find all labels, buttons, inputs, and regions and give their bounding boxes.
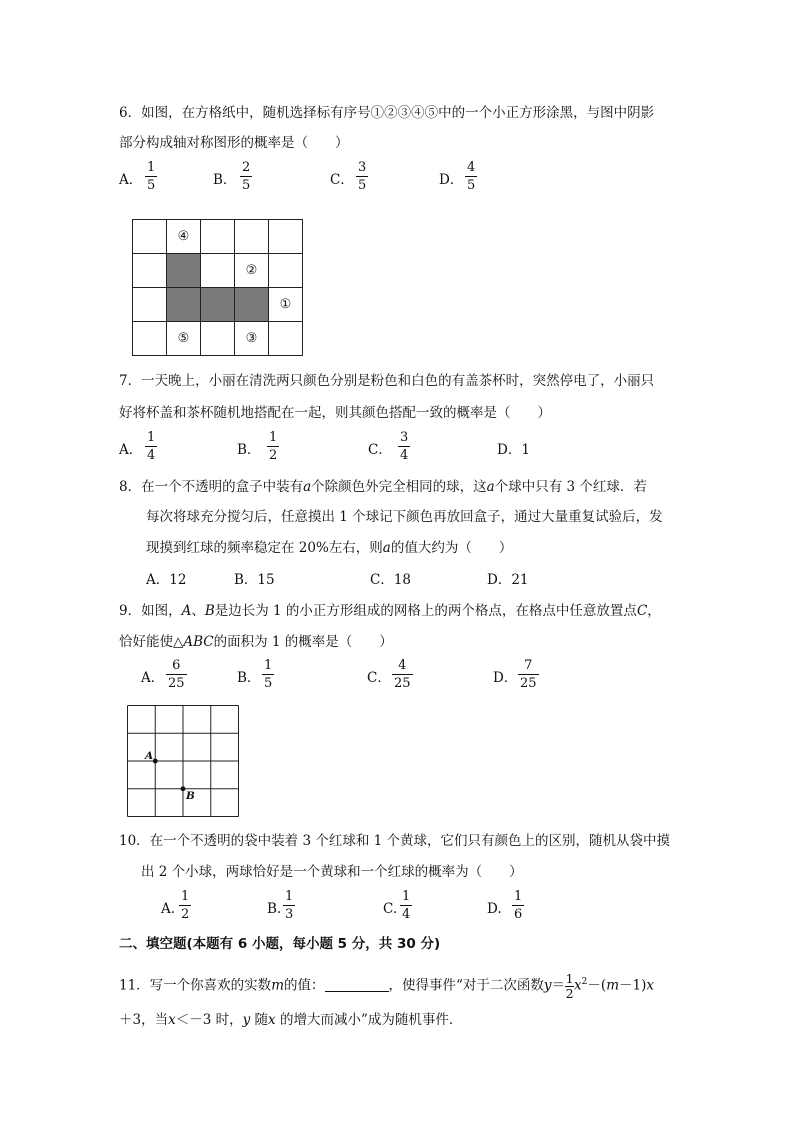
q11-text-line1 [119,962,654,1002]
q9-option-c-fraction [392,658,413,691]
grid-cell [133,322,167,356]
grid-cell-4: ④ [167,220,201,254]
q11-text-line2 [119,1010,462,1030]
point-b-dot [181,786,186,791]
numerator: 1 [285,889,294,904]
q10-option-a-label: A. [161,901,176,917]
triangle-abc-label: ABC [183,634,214,650]
point-a-text: A [145,750,154,762]
q6-option-d-label: D． [439,172,464,188]
grid-cell [235,220,269,254]
numerator: 4 [467,160,476,175]
q9-option-b-fraction [262,658,274,691]
q9-line1-part-c: ， [647,603,661,619]
q9-text-line1 [119,601,661,621]
q10-option-b-fraction [283,889,295,922]
denominator: 5 [264,676,273,691]
separator: 、 [191,603,205,619]
q6-option-b-fraction [240,160,252,193]
q8-option-a: A．12 [146,572,187,588]
denominator: 5 [242,178,251,193]
q8-line1-part-b: 个除颜色外完全相同的球，这 [311,479,487,495]
grid-cell-3: ③ [235,322,269,356]
numerator: 1 [147,430,156,445]
denominator: 4 [147,448,156,463]
numerator: 2 [242,160,251,175]
numerator: 1 [181,889,190,904]
denominator: 2 [269,448,278,463]
denominator: 4 [400,448,409,463]
denominator: 6 [514,907,523,922]
section-title-fill-in-blanks: 二、填空题(本题有 6 小题，每小题 5 分，共 30 分) [119,936,441,952]
q6-grid-figure [132,219,303,356]
numerator: 3 [358,160,367,175]
q11-line2-part-c: 的增大而减小”成为随机事件． [275,1012,463,1028]
less-than-condition: ＜－3 时， [175,1012,243,1028]
q6-text-line1: 6．如图，在方格纸中，随机选择标有序号①②③④⑤中的一个小正方形涂黑，与图中阴影 [119,105,655,121]
grid-cell [201,220,235,254]
q10-option-b-label: B. [267,901,282,917]
q6-option-d-fraction [465,160,477,193]
variable-x: x [574,977,582,994]
numerator: 1 [269,430,278,445]
denominator: 2 [565,985,574,1001]
q8-text-line2: 每次将球充分搅匀后，任意摸出 1 个球记下颜色再放回盒子，通过大量重复试验后，发 [146,509,663,525]
denominator: 2 [181,907,190,922]
q9-line2-part-a: 恰好能使△ [119,634,184,650]
q7-option-d: D．1 [497,442,530,458]
grid-cell [201,322,235,356]
grid-cell [269,254,303,288]
point-c-label: C [636,603,648,619]
q11-line1-part-b: 的值： [284,977,325,994]
q8-option-c: C．18 [370,572,412,588]
q9-line2-part-b: 的面积为 1 的概率是（ ） [213,634,393,650]
q9-option-b-label: B． [237,670,261,686]
denominator: 5 [358,178,367,193]
numerator: 1 [147,160,156,175]
q6-option-a-label: A． [119,172,143,188]
q10-option-c-label: C. [383,901,398,917]
grid-cell-shaded [201,288,235,322]
q11-line1-part-a: 11．写一个你喜欢的实数 [119,977,272,994]
grid-cell [133,220,167,254]
q6-option-b-label: B． [213,172,237,188]
q8-text-line1 [119,477,647,497]
variable-m: m [606,977,619,994]
q8-line1-part-c: 个球中只有 3 个红球．若 [494,479,647,495]
q9-lattice-grid-figure [126,704,242,820]
grid-cell-2: ② [235,254,269,288]
q9-option-d-label: D． [493,670,518,686]
q11-line1-part-c: ，使得事件“对于二次函数 [388,977,544,994]
q6-option-a-fraction [145,160,157,193]
q6-text-line2: 部分构成轴对称图形的概率是（ ） [119,135,349,151]
numerator: 4 [398,658,407,673]
q9-text-line2 [119,632,393,652]
q8-line1-part-a: 8．在一个不透明的盒子中装有 [119,479,304,495]
q8-option-b: B．15 [234,572,275,588]
numerator: 1 [565,970,574,986]
q9-option-c-label: C． [367,670,391,686]
variable-m: m [271,977,284,994]
q7-text-line2: 好将杯盖和茶杯随机地搭配在一起，则其颜色搭配一致的概率是（ ） [119,405,551,421]
q7-option-c-fraction [398,430,410,463]
q8-text-line3 [146,538,512,558]
point-b-label: B [204,603,215,619]
q9-line1-part-a: 9．如图， [119,603,182,619]
point-a-label: A [181,603,192,619]
point-a-dot [153,759,158,764]
exponent: 2 [581,977,588,987]
minus-one: －1) [619,977,647,994]
q7-option-a-label: A． [119,442,143,458]
q7-option-b-label: B． [237,442,261,458]
q10-text-line2: 出 2 个小球，两球恰好是一个黄球和一个红球的概率为（ ） [141,864,523,880]
denominator: 5 [467,178,476,193]
denominator: 25 [394,676,411,691]
denominator: 25 [520,676,537,691]
grid-cell-1: ① [269,288,303,322]
q8-line3-part-b: 的值大约为（ ） [390,540,513,556]
numerator: 7 [524,658,533,673]
q11-line2-part-a: ＋3，当 [119,1012,169,1028]
denominator: 4 [402,907,411,922]
denominator: 5 [147,178,156,193]
q9-option-a-label: A． [141,670,165,686]
grid-cell-shaded [167,254,201,288]
minus-paren: －( [587,977,607,994]
variable-y: y [242,1012,251,1028]
numerator: 3 [400,430,409,445]
grid-cell [201,254,235,288]
variable-x: x [268,1012,276,1028]
numerator: 6 [172,658,181,673]
q7-option-b-fraction [267,430,279,463]
grid-cell [269,220,303,254]
grid-cell [133,288,167,322]
grid-cell-shaded [235,288,269,322]
q10-option-d-label: D. [487,901,502,917]
numerator: 1 [402,889,411,904]
q8-line3-part-a: 现摸到红球的频率稳定在 20%左右，则 [146,540,383,556]
q11-line2-part-b: 随 [250,1012,269,1028]
q10-text-line1: 10．在一个不透明的袋中装着 3 个红球和 1 个黄球，它们只有颜色上的区别，随机从袋中摸 [119,833,671,849]
q6-option-c-label: C． [330,172,354,188]
variable-a: a [303,479,312,495]
grid-cell-shaded [167,288,201,322]
point-b-text: B [186,790,195,802]
q7-text-line1: 7．一天晚上，小丽在清洗两只颜色分别是粉色和白色的有盖茶杯时，突然停电了，小丽只 [119,373,655,389]
denominator: 25 [168,676,185,691]
numerator: 1 [264,658,273,673]
q9-option-a-fraction [166,658,187,691]
grid-cell [269,322,303,356]
equals-sign: ＝ [551,977,566,994]
denominator: 3 [285,907,294,922]
q10-option-d-fraction [512,889,524,922]
variable-y: y [543,977,552,994]
answer-blank[interactable] [325,977,389,992]
numerator: 1 [514,889,523,904]
variable-a: a [382,540,391,556]
q7-option-a-fraction [145,430,157,463]
q7-option-c-label: C． [368,442,392,458]
q9-option-d-fraction [518,658,539,691]
q8-option-d: D．21 [487,572,529,588]
q6-option-c-fraction [356,160,368,193]
grid-cell [133,254,167,288]
q9-line1-part-b: 是边长为 1 的小正方形组成的网格上的两个格点，在格点中任意放置点 [214,603,637,619]
grid-cell-5: ⑤ [167,322,201,356]
q10-option-c-fraction [400,889,412,922]
variable-x: x [168,1012,176,1028]
variable-a: a [486,479,495,495]
variable-x: x [646,977,654,994]
q10-option-a-fraction [179,889,191,922]
fraction-one-half [565,972,574,1001]
